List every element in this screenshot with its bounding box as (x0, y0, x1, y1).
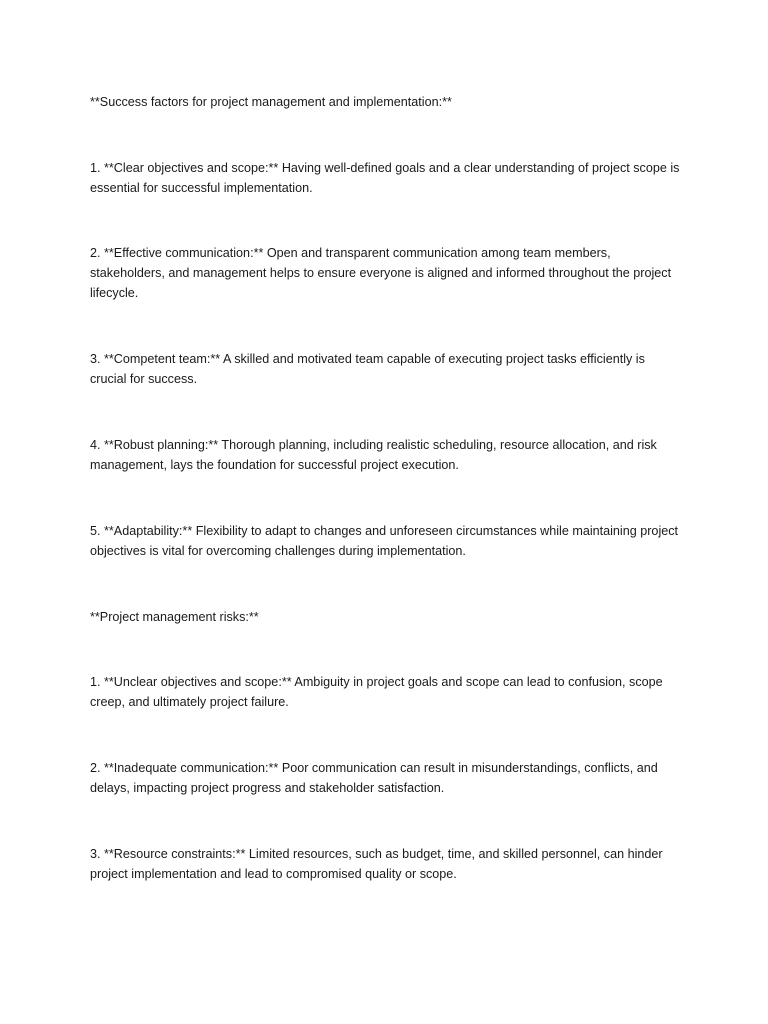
paragraph-resource-constraints: 3. **Resource constraints:** Limited resources, such as budget, time, and skilled personnel, can hinder project implementation and lead to compromised quality or scope. (90, 847, 663, 881)
paragraph-clear-objectives: 1. **Clear objectives and scope:** Having well-defined goals and a clear understanding of project scope is essential for successful implementation. (90, 161, 680, 195)
section-heading-risks: **Project management risks:** (90, 610, 259, 624)
paragraph-competent-team: 3. **Competent team:** A skilled and motivated team capable of executing project tasks efficiently is crucial for success. (90, 352, 645, 386)
paragraph-unclear-objectives: 1. **Unclear objectives and scope:** Ambiguity in project goals and scope can lead to confusion, scope creep, and ultimately project failure. (90, 675, 663, 709)
section-heading-success-factors: **Success factors for project management and implementation:** (90, 95, 452, 109)
paragraph-robust-planning: 4. **Robust planning:** Thorough planning, including realistic scheduling, resource allocation, and risk management, lays the foundation for successful project execution. (90, 438, 657, 472)
paragraph-inadequate-communication: 2. **Inadequate communication:** Poor communication can result in misunderstandings, conflicts, and delays, impacting project progress and stakeholder satisfaction. (90, 761, 658, 795)
paragraph-adaptability: 5. **Adaptability:** Flexibility to adapt to changes and unforeseen circumstances while maintaining project objectives is vital for overcoming challenges during implementation. (90, 524, 679, 558)
paragraph-effective-communication: 2. **Effective communication:** Open and transparent communication among team members, stakeholders, and management helps to ensure everyone is aligned and informed throughout the project lifecycle. (90, 246, 672, 300)
